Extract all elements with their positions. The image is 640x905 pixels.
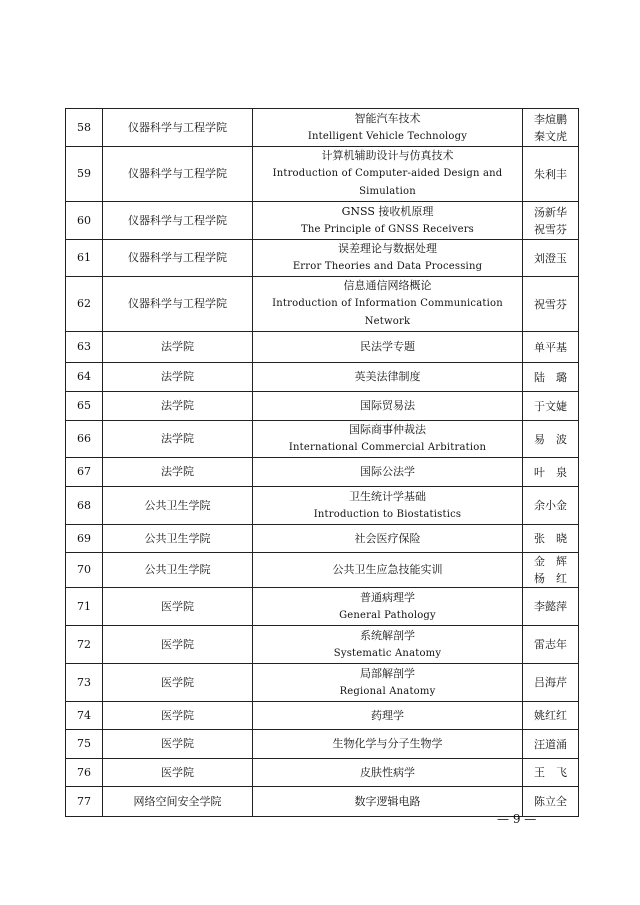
course-name-en: Error Theories and Data Processing xyxy=(292,261,483,272)
course-cell xyxy=(253,787,523,817)
course-name-cn: 社会医疗保险 xyxy=(354,531,421,545)
school-name: 法学院 xyxy=(103,332,253,363)
teacher-name: 李煊鹏 xyxy=(534,112,567,126)
course-name-en: General Pathology xyxy=(339,609,436,621)
course-name-en: Simulation xyxy=(359,186,416,197)
teacher-cell xyxy=(523,626,579,664)
course-name-en: Network xyxy=(364,316,411,327)
school-name: 医学院 xyxy=(103,730,253,759)
teacher-cell xyxy=(523,332,579,363)
teacher-name: 于文婕 xyxy=(534,399,567,413)
course-name-cn: 国际商事仲裁法 xyxy=(349,423,426,436)
row-number: 65 xyxy=(66,392,103,421)
school-name: 法学院 xyxy=(103,392,253,421)
school-name: 仪器科学与工程学院 xyxy=(103,109,253,147)
table-row xyxy=(66,730,579,759)
teacher-cell xyxy=(523,730,579,759)
course-name-en: Intelligent Vehicle Technology xyxy=(307,130,468,142)
teacher-name: 陆 璐 xyxy=(534,370,567,384)
course-name-en: Regional Anatomy xyxy=(339,685,436,697)
table-row xyxy=(66,553,579,588)
course-cell xyxy=(253,202,523,240)
row-number: 68 xyxy=(66,487,103,525)
teacher-cell xyxy=(523,525,579,553)
row-number: 75 xyxy=(66,730,103,759)
row-number: 66 xyxy=(66,421,103,458)
row-number: 69 xyxy=(66,525,103,553)
teacher-name: 叶 泉 xyxy=(534,465,567,479)
school-name: 仪器科学与工程学院 xyxy=(103,277,253,332)
school-name: 法学院 xyxy=(103,421,253,458)
course-name-en: International Commercial Arbitration xyxy=(288,442,487,453)
course-name-cn: 国际公法学 xyxy=(360,465,415,478)
teacher-name: 祝雪芬 xyxy=(534,297,567,311)
course-name-cn: 系统解剖学 xyxy=(360,628,415,642)
course-name-en: Systematic Anatomy xyxy=(333,647,442,659)
teacher-name: 祝雪芬 xyxy=(534,222,567,236)
school-name: 网络空间安全学院 xyxy=(103,787,253,817)
page-number: — 9 — xyxy=(497,812,537,826)
row-number: 72 xyxy=(66,626,103,664)
row-number: 76 xyxy=(66,759,103,787)
course-name-cn: 皮肤性病学 xyxy=(360,765,415,779)
table-row xyxy=(66,277,579,332)
row-number: 63 xyxy=(66,332,103,363)
course-name-cn: 英美法律制度 xyxy=(354,370,421,383)
school-name: 仪器科学与工程学院 xyxy=(103,202,253,240)
course-cell xyxy=(253,588,523,626)
row-number: 58 xyxy=(66,109,103,147)
table-row xyxy=(66,202,579,240)
course-cell xyxy=(253,487,523,525)
school-name: 公共卫生学院 xyxy=(103,553,253,588)
school-name: 仪器科学与工程学院 xyxy=(103,147,253,202)
school-name: 公共卫生学院 xyxy=(103,487,253,525)
table-body xyxy=(66,109,579,817)
row-number: 61 xyxy=(66,240,103,277)
course-name-en: The Principle of GNSS Receivers xyxy=(300,223,475,235)
school-name: 医学院 xyxy=(103,759,253,787)
course-cell xyxy=(253,147,523,202)
teacher-name: 刘澄玉 xyxy=(534,251,567,265)
teacher-cell xyxy=(523,588,579,626)
teacher-cell xyxy=(523,553,579,588)
course-name-cn: GNSS 接收机原理 xyxy=(341,204,434,218)
row-number: 62 xyxy=(66,277,103,332)
course-name-cn: 民法学专题 xyxy=(360,340,415,353)
row-number: 74 xyxy=(66,702,103,730)
row-number: 77 xyxy=(66,787,103,817)
teacher-name: 李懿萍 xyxy=(534,600,567,613)
teacher-cell xyxy=(523,240,579,277)
course-name-cn: 数字逻辑电路 xyxy=(354,794,421,808)
table-row xyxy=(66,664,579,702)
school-name: 法学院 xyxy=(103,458,253,487)
table-row xyxy=(66,588,579,626)
teacher-cell xyxy=(523,202,579,240)
teacher-cell xyxy=(523,664,579,702)
table-row xyxy=(66,332,579,363)
course-name-cn: 局部解剖学 xyxy=(360,666,415,680)
teacher-cell xyxy=(523,487,579,525)
row-number: 64 xyxy=(66,363,103,392)
teacher-name: 朱利丰 xyxy=(534,167,567,181)
course-name-cn: 误差理论与数据处理 xyxy=(338,242,437,255)
course-cell xyxy=(253,332,523,363)
school-name: 医学院 xyxy=(103,588,253,626)
row-number: 71 xyxy=(66,588,103,626)
teacher-name: 陈立全 xyxy=(534,795,567,808)
table-row xyxy=(66,147,579,202)
teacher-name: 雷志年 xyxy=(534,638,567,651)
school-name: 医学院 xyxy=(103,664,253,702)
teacher-cell xyxy=(523,702,579,730)
teacher-name: 易 波 xyxy=(534,432,567,446)
row-number: 70 xyxy=(66,553,103,588)
table-row xyxy=(66,109,579,147)
course-cell xyxy=(253,240,523,277)
school-name: 法学院 xyxy=(103,363,253,392)
course-cell xyxy=(253,759,523,787)
table-row xyxy=(66,458,579,487)
teacher-name: 金 辉 xyxy=(534,555,567,568)
course-cell xyxy=(253,392,523,421)
table-row xyxy=(66,363,579,392)
table-row xyxy=(66,626,579,664)
row-number: 60 xyxy=(66,202,103,240)
course-cell xyxy=(253,702,523,730)
school-name: 公共卫生学院 xyxy=(103,525,253,553)
school-name: 仪器科学与工程学院 xyxy=(103,240,253,277)
teacher-cell xyxy=(523,363,579,392)
teacher-cell xyxy=(523,109,579,147)
course-name-cn: 普通病理学 xyxy=(360,590,415,604)
table-row xyxy=(66,487,579,525)
course-name-en: Introduction to Biostatistics xyxy=(313,508,462,520)
teacher-cell xyxy=(523,421,579,458)
row-number: 73 xyxy=(66,664,103,702)
teacher-cell xyxy=(523,392,579,421)
course-name-cn: 计算机辅助设计与仿真技术 xyxy=(321,149,454,162)
course-name-cn: 卫生统计学基础 xyxy=(349,489,426,503)
teacher-cell xyxy=(523,458,579,487)
teacher-name: 余小金 xyxy=(534,499,567,512)
course-name-en: Introduction of Computer-aided Design and xyxy=(272,168,503,179)
teacher-name: 王 飞 xyxy=(534,766,567,779)
table-row xyxy=(66,240,579,277)
course-cell xyxy=(253,730,523,759)
school-name: 医学院 xyxy=(103,702,253,730)
table-row xyxy=(66,392,579,421)
school-name: 医学院 xyxy=(103,626,253,664)
teacher-name: 单平基 xyxy=(534,340,567,354)
course-cell xyxy=(253,664,523,702)
course-cell xyxy=(253,363,523,392)
course-cell xyxy=(253,421,523,458)
teacher-name: 汤新华 xyxy=(534,205,567,219)
teacher-name: 吕海芹 xyxy=(534,676,567,689)
course-name-cn: 生物化学与分子生物学 xyxy=(332,737,443,750)
teacher-cell xyxy=(523,759,579,787)
table-row xyxy=(66,525,579,553)
course-name-cn: 国际贸易法 xyxy=(360,399,415,412)
teacher-name: 杨 红 xyxy=(534,572,567,585)
course-cell xyxy=(253,458,523,487)
course-cell xyxy=(253,109,523,147)
teacher-cell xyxy=(523,147,579,202)
course-cell xyxy=(253,553,523,588)
table-row xyxy=(66,702,579,730)
table-row xyxy=(66,759,579,787)
course-cell xyxy=(253,626,523,664)
row-number: 67 xyxy=(66,458,103,487)
course-name-cn: 药理学 xyxy=(371,708,404,722)
table-row xyxy=(66,421,579,458)
row-number: 59 xyxy=(66,147,103,202)
course-table xyxy=(65,108,579,817)
course-name-cn: 信息通信网络概论 xyxy=(343,279,432,292)
course-cell xyxy=(253,525,523,553)
course-cell xyxy=(253,277,523,332)
teacher-name: 姚红红 xyxy=(534,709,567,722)
course-name-cn: 公共卫生应急技能实训 xyxy=(332,563,443,576)
course-name-en: Introduction of Information Communication xyxy=(272,298,503,309)
course-name-cn: 智能汽车技术 xyxy=(354,111,421,125)
teacher-name: 秦文虎 xyxy=(534,129,567,143)
teacher-name: 汪道涌 xyxy=(534,737,567,751)
teacher-name: 张 晓 xyxy=(534,532,567,545)
teacher-cell xyxy=(523,277,579,332)
